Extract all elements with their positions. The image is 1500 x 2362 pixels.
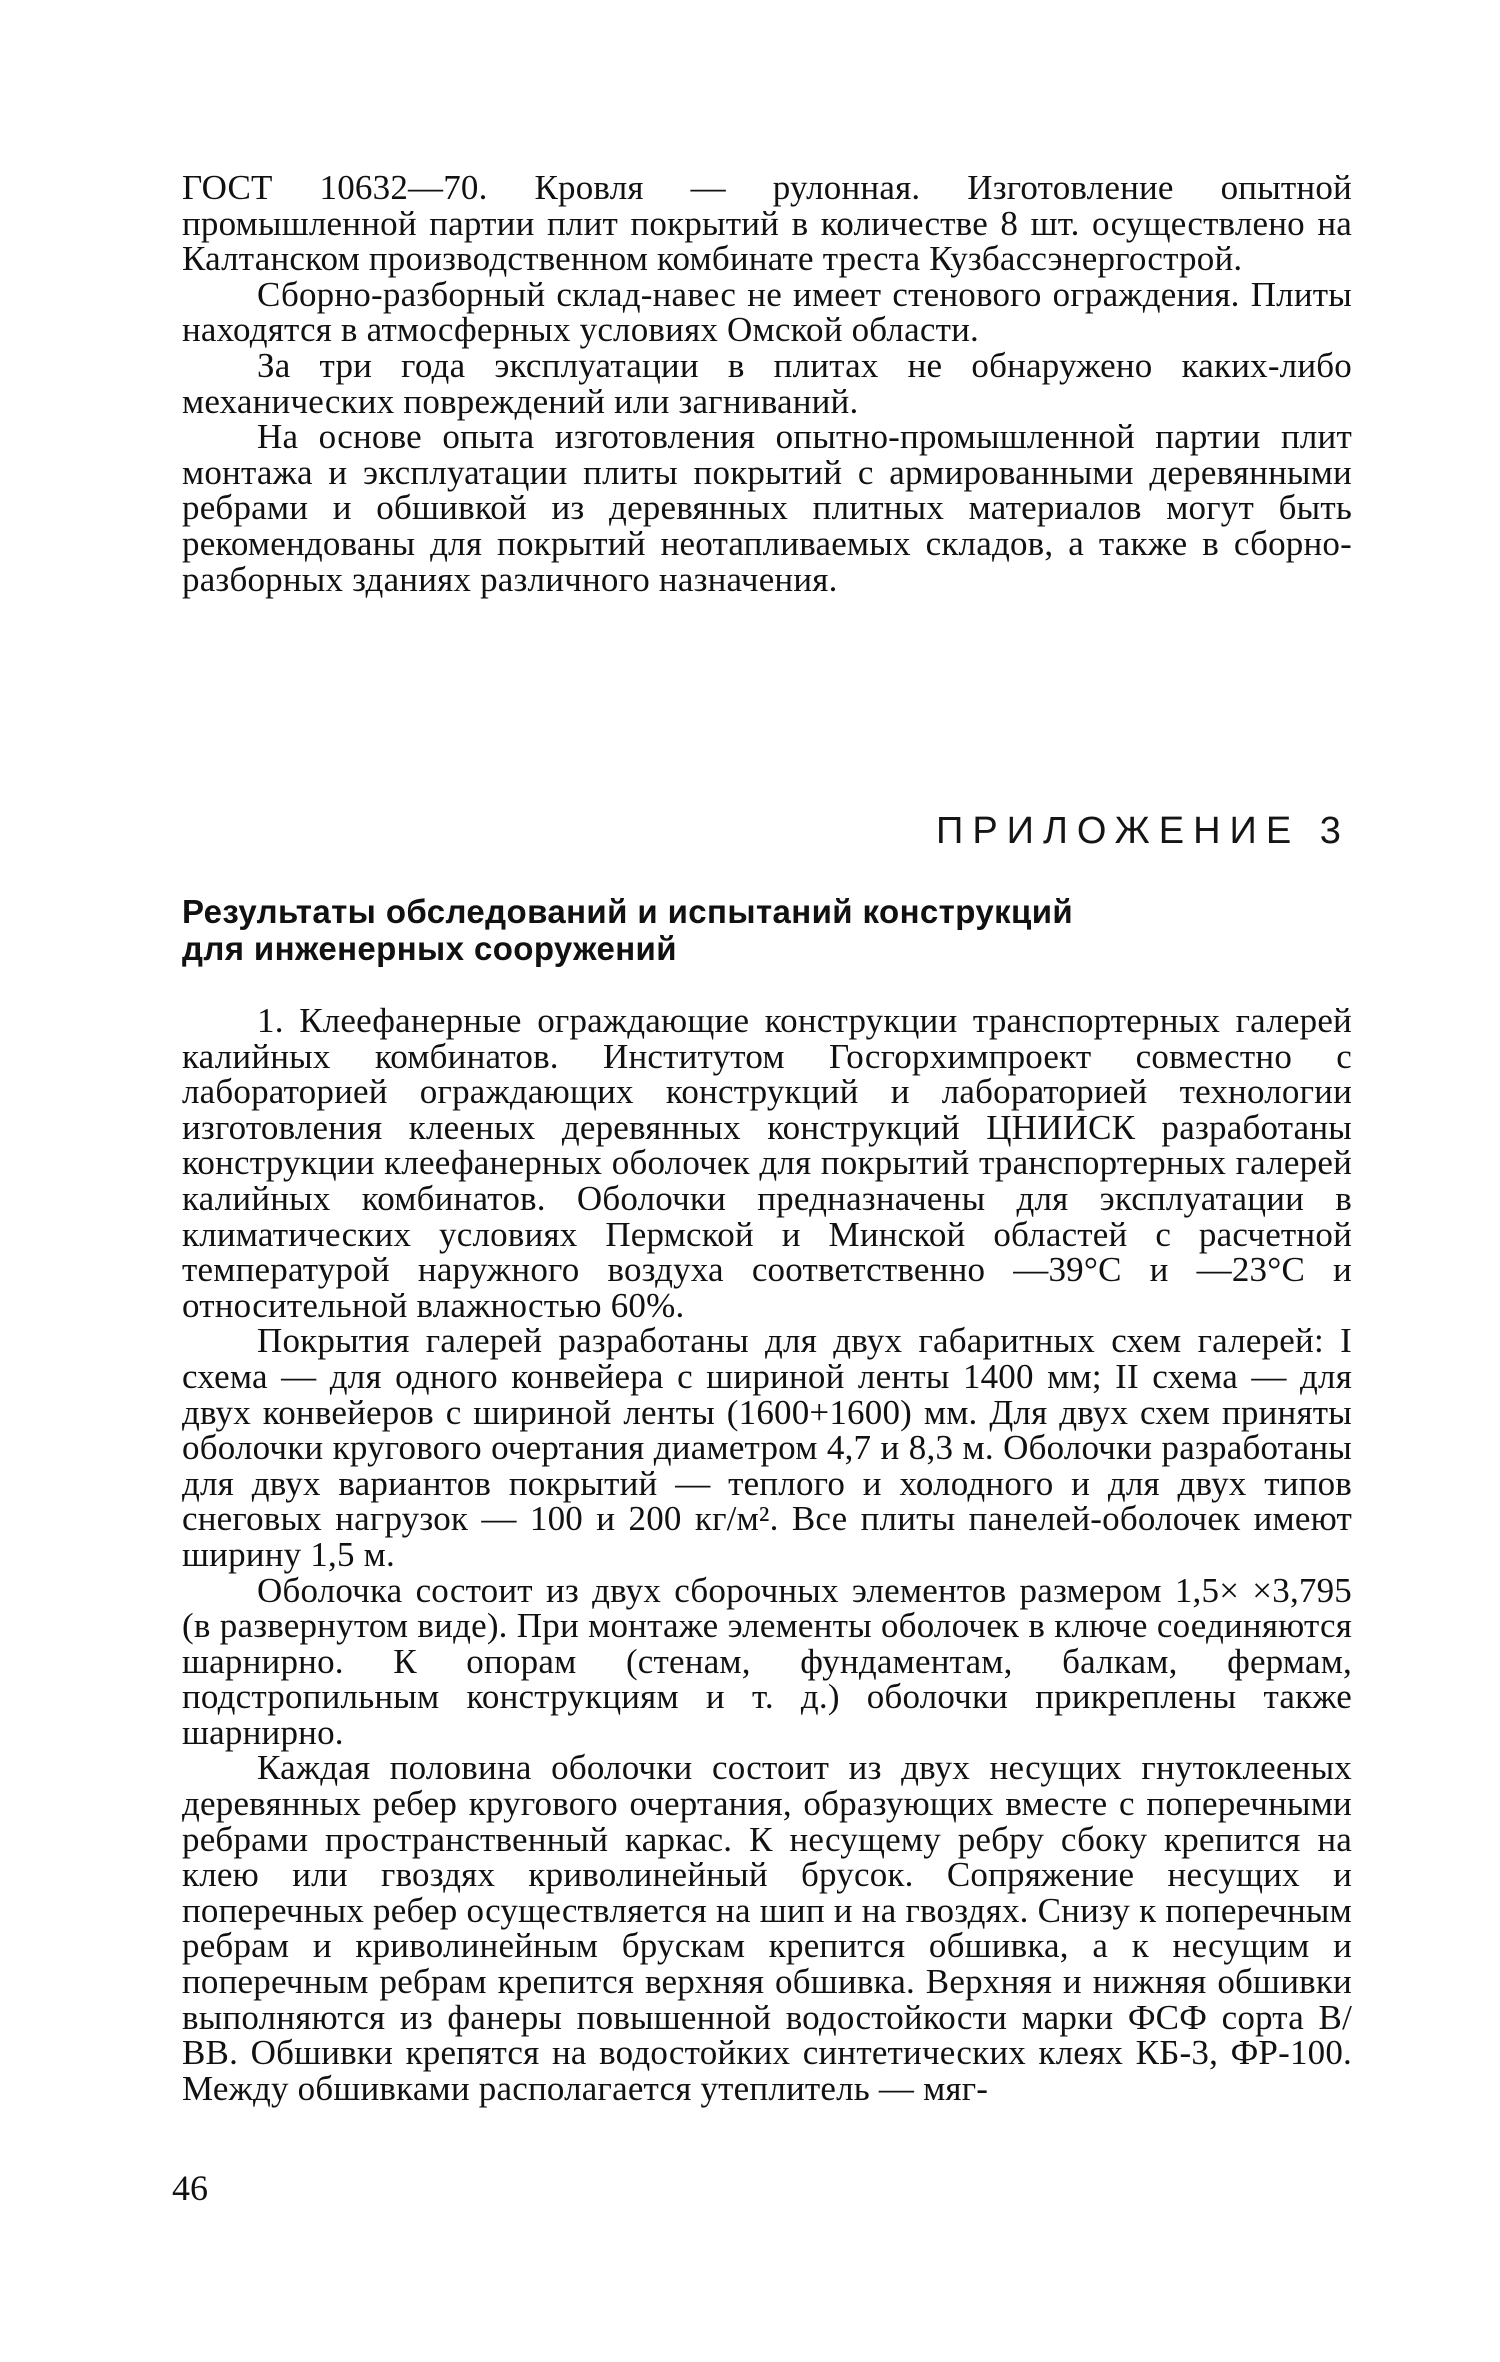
paragraph-glued-plywood: 1. Клеефанерные ограждающие конструкции транспортерных галерей калийных комбинатов. Институтом Госгорхимпроект совместно с лабораторией ограждающих конструкций и лабораторией технологии изготовления клееных деревянных конструкций ЦНИИСК разработаны конструкции клеефанерных оболочек для покрытий транспортерных галерей калийных комбинатов. Оболочки предназначены для эксплуатации в климатических условиях Пермской и Минской областей с расчетной температурой наружного воздуха соответственно —39°С и —23°С и относительной влажностью 60%. <box>182 1001 1352 1325</box>
paragraph-shell-halves: Каждая половина оболочки состоит из двух несущих гнутоклееных деревянных ребер кругового очертания, образующих вместе с поперечными ребрами пространственный каркас. К несущему ребру сбоку крепится на клею или гвоздях криволинейный брусок. Сопряжение несущих и поперечных ребер осуществляется на шип и на гвоздях. Снизу к поперечным ребрам и криволинейным брускам крепится обшивка, а к несущим и поперечным ребрам крепится верхняя обшивка. Верхняя и нижняя обшивки выполняются из фанеры повышенной водостойкости марки ФСФ сорта В/ВВ. Обшивки крепятся на водостойких синтетических клеях КБ-3, ФР-100. Между обшивками располагается утеплитель — мяг- <box>182 1748 1352 2108</box>
page-number: 46 <box>172 2168 208 2208</box>
top-text-block <box>182 170 1352 597</box>
paragraph-gost-roofing: ГОСТ 10632—70. Кровля — рулонная. Изготовление опытной промышленной партии плит покрытий в количестве 8 шт. осуществлено на Калтанском производственном комбинате треста Кузбассэнергострой. <box>182 168 1352 279</box>
bottom-text-block <box>182 1003 1352 2106</box>
paragraph-recommendation: На основе опыта изготовления опытно-промышленной партии плит монтажа и эксплуатации плиты покрытий с армированными деревянными ребрами и обшивкой из деревянных плитных материалов могут быть рекомендованы для покрытий неотапливаемых складов, а также в сборно-разборных зданиях различного назначения. <box>182 417 1352 599</box>
appendix-heading: ПРИЛОЖЕНИЕ 3 <box>936 810 1350 852</box>
paragraph-warehouse: Сборно-разборный склад-навес не имеет стенового ограждения. Плиты находятся в атмосферных условиях Омской области. <box>182 274 1352 350</box>
section-title <box>182 893 1182 967</box>
paragraph-shell-elements: Оболочка состоит из двух сборочных элементов размером 1,5× ×3,795 (в развернутом виде). При монтаже элементы оболочек в ключе соединяются шарнирно. К опорам (стенам, фундаментам, балкам, фермам, подстропильным конструкциям и т. д.) оболочки прикреплены также шарнирно. <box>182 1570 1352 1752</box>
section-title-line-2: для инженерных сооружений <box>182 930 677 967</box>
paragraph-three-years: За три года эксплуатации в плитах не обнаружено каких-либо механических повреждений или загниваний. <box>182 345 1352 421</box>
section-title-line-1: Результаты обследований и испытаний конструкций <box>182 893 1074 930</box>
paragraph-gallery-coverings: Покрытия галерей разработаны для двух габаритных схем галерей: I схема — для одного конвейера с шириной ленты 1400 мм; II схема — для двух конвейеров с шириной ленты (1600+1600) мм. Для двух схем приняты оболочки кругового очертания диаметром 4,7 и 8,3 м. Оболочки разработаны для двух вариантов покрытий — теплого и холодного и для двух типов снеговых нагрузок — 100 и 200 кг/м². Все плиты панелей-оболочек имеют ширину 1,5 м. <box>182 1321 1352 1574</box>
